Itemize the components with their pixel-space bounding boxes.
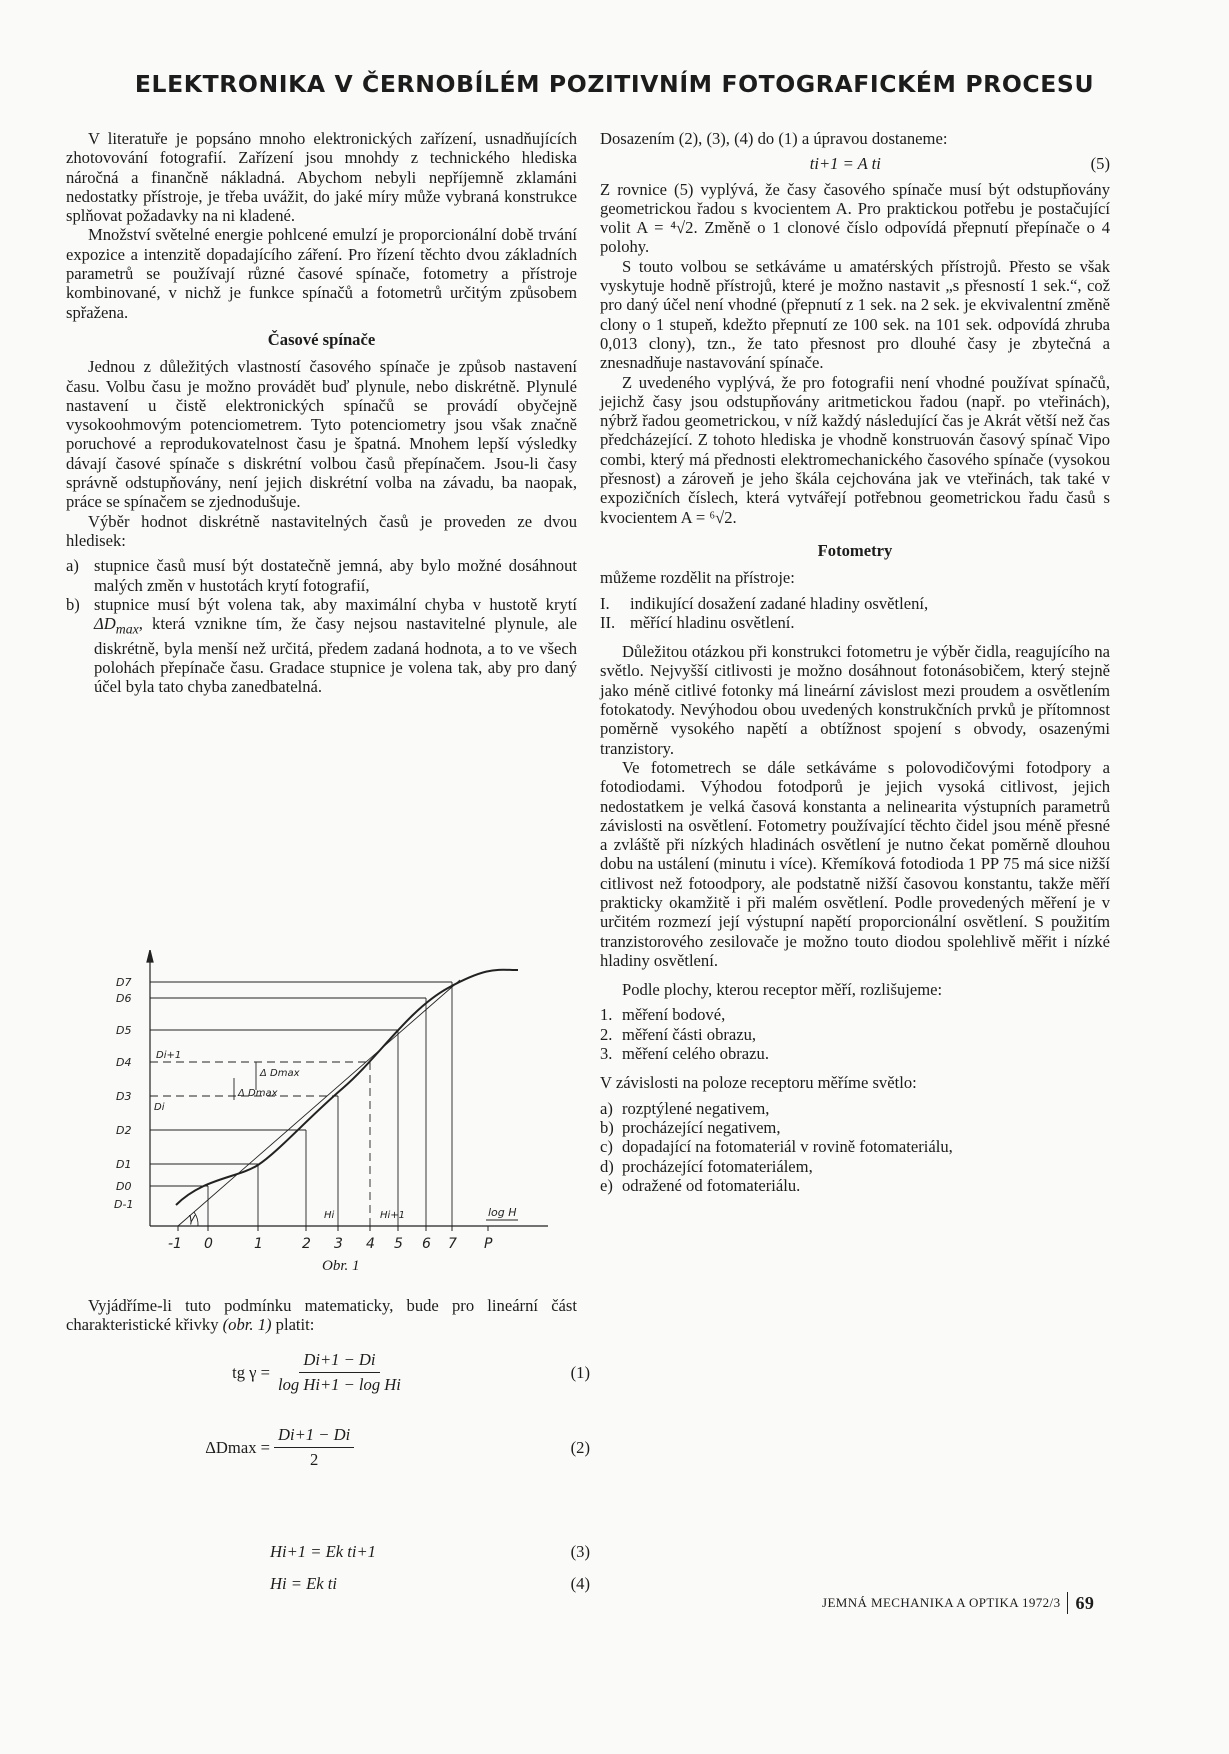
label-hi: Hi	[324, 1210, 335, 1221]
fraction-numerator: Di+1 − Di	[299, 1350, 379, 1373]
equation-number: (3)	[570, 1542, 590, 1561]
equation-lhs: ΔDmax =	[205, 1437, 270, 1457]
list-marker: a)	[600, 1098, 613, 1118]
paragraph-part: Vyjádříme-li tuto podmínku matematicky, bude pro lineární část charakteristické křivky	[66, 1296, 577, 1335]
figure-reference: (obr. 1)	[222, 1315, 272, 1335]
right-column	[600, 129, 1110, 1195]
list-item	[600, 1157, 1110, 1176]
criteria-list	[66, 556, 577, 696]
paragraph: V závislosti na poloze receptoru měříme světlo:	[600, 1073, 917, 1093]
x-tick-label: P	[484, 1236, 493, 1250]
paragraph: Výběr hodnot diskrétně nastavitelných časů je proveden ze dvou hledisek:	[66, 511, 577, 550]
paragraph: můžeme rozdělit na přístroje:	[600, 568, 795, 588]
paragraph: S touto volbou se setkáváme u amatérských přístrojů. Přesto se však vyskytuje hodně přístrojů, které je možno nastavit „s přesností 1 sek.“, což pro daný účel není vhodné (přepnutí z 1 sek. na 2 sek. je ekvivalentní změně clony o 1 stupeň, kdežto přepnutí ze 100 sek. na 101 sek. odpovídá zhruba 0,013 clony), tzn., že tato přesnost pro dlouhé časy je zbytečná a znesnadňuje nastavování spínače.	[600, 256, 1110, 373]
list-text	[94, 595, 577, 697]
equation-number: (1)	[570, 1362, 590, 1382]
equation-text: ti+1 = A ti	[809, 154, 881, 174]
y-axis-arrow-icon	[147, 950, 153, 962]
section-heading-fotometry: Fotometry	[817, 540, 893, 560]
equation-lhs: tg γ =	[232, 1362, 270, 1382]
y-tick-label: D4	[116, 1056, 132, 1069]
left-column	[66, 129, 577, 697]
list-marker: 2.	[600, 1024, 613, 1044]
paragraph: Dosazením (2), (3), (4) do (1) a úpravou dostaneme:	[600, 129, 948, 148]
paragraph: Důležitou otázkou při konstrukci fotometru je výběr čidla, reagujícího na světlo. Nejvyšší citlivosti je možno dosáhnout fotonásobičem, který stejně jako méně citlivé fotonky má lineární závislost mezi proudem a osvětlením fotokatody. Nevýhodou obou uvedených konstrukčních prvků je přítomnost poměrně vysokého napětí a obtížnost spojení s obvody, osazenými tranzistory.	[600, 642, 1110, 758]
x-tick-label: 2	[302, 1236, 311, 1250]
delta-d-symbol: ΔD	[94, 614, 116, 634]
x-tick-label: 3	[334, 1236, 343, 1250]
y-tick-label: D3	[116, 1090, 132, 1103]
label-di: Di	[154, 1102, 165, 1113]
list-item	[600, 1118, 1110, 1137]
list-text: odražené od fotomateriálu.	[622, 1175, 801, 1195]
equation-number: (5)	[1090, 154, 1110, 174]
label-delta-dmax: Δ Dmax	[260, 1068, 300, 1079]
x-tick-label: 0	[204, 1236, 213, 1250]
tangent-line	[178, 980, 460, 1226]
label-gamma: γ	[188, 1211, 196, 1225]
list-item	[600, 1044, 1110, 1063]
label-di1: Di+1	[156, 1050, 182, 1061]
label-log-h: log H	[488, 1206, 517, 1219]
paragraph: Podle plochy, kterou receptor měří, rozlišujeme:	[622, 980, 943, 1000]
list-text: stupnice časů musí být dostatečně jemná, aby bylo možné dosáhnout malých změn v hustotách krytí fotografií,	[94, 556, 577, 595]
list-marker: b)	[66, 594, 80, 614]
paragraph: Ve fotometrech se dále setkáváme s polovodičovými fotodpory a fotodiodami. Výhodou fotodporů je jejich vysoká citlivost, jejich nedostatkem je velká časová konstanta a nelinearita výstupních parametrů závislosti na osvětlení. Fotometry používající těchto čidel jsou méně přesné a zvláště při nízkých hladinách osvětlení je nutno čekat poměrně dlouhou dobu na ustálení (minutu i více). Křemíková fotodioda 1 PP 75 má sice nižší citlivost než fotoodpory, ale podstatně nižší časovou konstantu, takže měří prakticky okamžitě i při malém osvětlení. Podle provedených měření je v určitém rozmezí její výstupní napětí proporcionální osvětlení. S použitím tranzistorového zesilovače je možno touto diodou spolehlivě měřit i nízké hladiny osvětlení.	[600, 757, 1110, 970]
equation-3	[190, 1542, 590, 1562]
list-marker: I.	[600, 593, 610, 613]
x-tick-label: 4	[366, 1236, 375, 1250]
paragraph-part: platit:	[271, 1315, 315, 1335]
list-marker: II.	[600, 612, 616, 632]
list-text: dopadající na fotomateriál v rovině fotomateriálu,	[622, 1137, 953, 1157]
section-heading-casove-spinace: Časové spínače	[267, 329, 376, 349]
receptor-position-list	[600, 1099, 1110, 1195]
list-item	[600, 1176, 1110, 1195]
delta-d-subscript: max	[115, 621, 139, 637]
list-text: měření bodové,	[622, 1005, 726, 1025]
list-item	[600, 1099, 1110, 1118]
fraction-numerator: Di+1 − Di	[274, 1425, 354, 1448]
label-delta-dmax: Δ Dmax	[238, 1088, 278, 1099]
x-tick-label: 6	[422, 1236, 431, 1250]
list-text: procházející fotomateriálem,	[622, 1156, 813, 1176]
list-item	[66, 556, 577, 595]
characteristic-curve-figure	[108, 950, 568, 1250]
equation-2	[190, 1425, 590, 1470]
page-number: 69	[1075, 1592, 1095, 1613]
list-item	[600, 613, 1110, 632]
equation-text: Hi+1 = Ek ti+1	[270, 1542, 376, 1561]
list-marker: 3.	[600, 1044, 613, 1064]
y-tick-label: D5	[116, 1024, 132, 1037]
list-marker: b)	[600, 1117, 614, 1137]
measurement-area-list	[600, 1005, 1110, 1063]
fraction-denominator: log Hi+1 − log Hi	[278, 1375, 401, 1394]
x-tick-label: 1	[254, 1236, 263, 1250]
equation-text: Hi = Ek ti	[270, 1574, 337, 1593]
y-tick-label: D1	[116, 1158, 132, 1171]
y-tick-label: D0	[116, 1180, 132, 1193]
equation-rhs	[270, 1425, 560, 1470]
equation-4	[190, 1574, 590, 1594]
equation-number: (2)	[570, 1437, 590, 1457]
list-marker: d)	[600, 1156, 614, 1176]
equation-1	[190, 1350, 590, 1395]
characteristic-curve	[176, 970, 518, 1205]
list-text: indikující dosažení zadané hladiny osvětlení,	[630, 593, 929, 613]
list-text: měření celého obrazu.	[622, 1044, 769, 1064]
y-tick-label: D6	[116, 992, 132, 1005]
list-text: měření části obrazu,	[622, 1024, 757, 1044]
fraction-denominator: 2	[309, 1450, 319, 1469]
footer-divider	[1067, 1592, 1068, 1614]
x-tick-label: -1	[168, 1236, 182, 1250]
x-tick-label: 7	[448, 1236, 457, 1250]
list-item	[600, 1005, 1110, 1024]
list-item	[600, 1025, 1110, 1044]
paragraph: Množství světelné energie pohlcené emulzí je proporcionální době trvání expozice a intenzitě dopadajícího záření. Pro řízení těchto dvou základních parametrů se používají různé časové spínače, fotometry a přístroje kombinované, v nichž je funkce spínačů a fotometrů určitým způsobem spřažena.	[66, 225, 577, 322]
left-column-lower	[66, 1296, 577, 1335]
label-hi1: Hi+1	[380, 1210, 406, 1221]
list-text: rozptýlené negativem,	[622, 1098, 770, 1118]
list-marker: 1.	[600, 1005, 613, 1025]
paragraph: Jednou z důležitých vlastností časového spínače je způsob nastavení času. Volbu času je možno provádět buď plynule, nebo diskrétně. Plynulé nastavení u čistě elektronických spínačů se provádí obyčejně vysokoohmovým potenciometrem. Tyto potenciometry jsou však značně poruchové a reprodukovatelnost času je špatná. Mnohem lepší výsledky dávají časové spínače s diskrétní volbou časů přepínačem. Jsou-li časy správně odstupňovány, není jejich diskrétní volba na závadu, ba naopak, práce se spínačem se zjednodušuje.	[66, 357, 577, 512]
figure-caption: Obr. 1	[322, 1258, 360, 1274]
paragraph: Z rovnice (5) vyplývá, že časy časového spínače musí být odstupňovány geometrickou řadou s kvocientem A. Pro praktickou potřebu je postačující volit A = ⁴√2. Změně o 1 clonové číslo odpovídá přepnutí přepínače o 4 polohy.	[600, 179, 1110, 257]
paragraph: Z uvedeného vyplývá, že pro fotografii není vhodné používat spínačů, jejichž časy jsou odstupňovány aritmetickou řadou (např. po vteřinách), nýbrž řadou geometrickou, v níž každý následující čas je Akrát větší než čas předcházející. Z tohoto hlediska je vhodně konstruován časový spínač Vipo combi, který má přednosti elektromechanického časového spínače (vysokou přesnost) a zároveň je jeho škála cejchována jak ve vteřinách, tak také v expozičních číslech, která vytvářejí potřebnou geometrickou řadu časů s kvocientem A = ⁶√2.	[600, 372, 1110, 527]
y-tick-label: D-1	[114, 1198, 134, 1211]
article-title: ELEKTRONIKA V ČERNOBÍLÉM POZITIVNÍM FOTOGRAFICKÉM PROCESU	[134, 70, 1095, 98]
x-tick-label: 5	[394, 1236, 403, 1250]
paragraph	[66, 1296, 577, 1335]
list-item	[600, 1137, 1110, 1156]
y-tick-label: D2	[116, 1124, 132, 1137]
fotometry-types-list	[600, 594, 1110, 633]
list-marker: e)	[600, 1175, 613, 1195]
y-tick-label: D7	[116, 976, 132, 989]
equation-number: (4)	[570, 1574, 590, 1593]
equation-rhs	[270, 1350, 560, 1395]
paragraph: V literatuře je popsáno mnoho elektronických zařízení, usnadňujících zhotovování fotografií. Zařízení jsou mnohdy z technického hlediska náročná a finančně nákladná. Abychom nebyli nepříjemně zklamáni nedostatky přístroje, je třeba uvážit, do jaké míry může vybraná konstrukce splňovat požadavky na ni kladené.	[66, 129, 577, 226]
list-item	[66, 595, 577, 697]
list-text-part: , která vznikne tím, že časy nejsou nastavitelné plynule, ale diskrétně, byla menší než určitá, předem zadaná hodnota, a to ve všech polohách přepínače času. Gradace stupnice je volena tak, aby pro daný účel byla tato chyba zanedbatelná.	[94, 614, 577, 697]
list-item	[600, 594, 1110, 613]
list-text: měřící hladinu osvětlení.	[630, 612, 795, 632]
journal-name: JEMNÁ MECHANIKA A OPTIKA 1972/3	[822, 1595, 1061, 1610]
list-marker: a)	[66, 556, 79, 576]
list-marker: c)	[600, 1137, 613, 1157]
list-text-part: stupnice musí být volena tak, aby maximální chyba v hustotě krytí	[94, 594, 577, 614]
page-footer	[822, 1592, 1094, 1614]
equation-5	[600, 154, 1110, 173]
list-text: procházející negativem,	[622, 1117, 781, 1137]
